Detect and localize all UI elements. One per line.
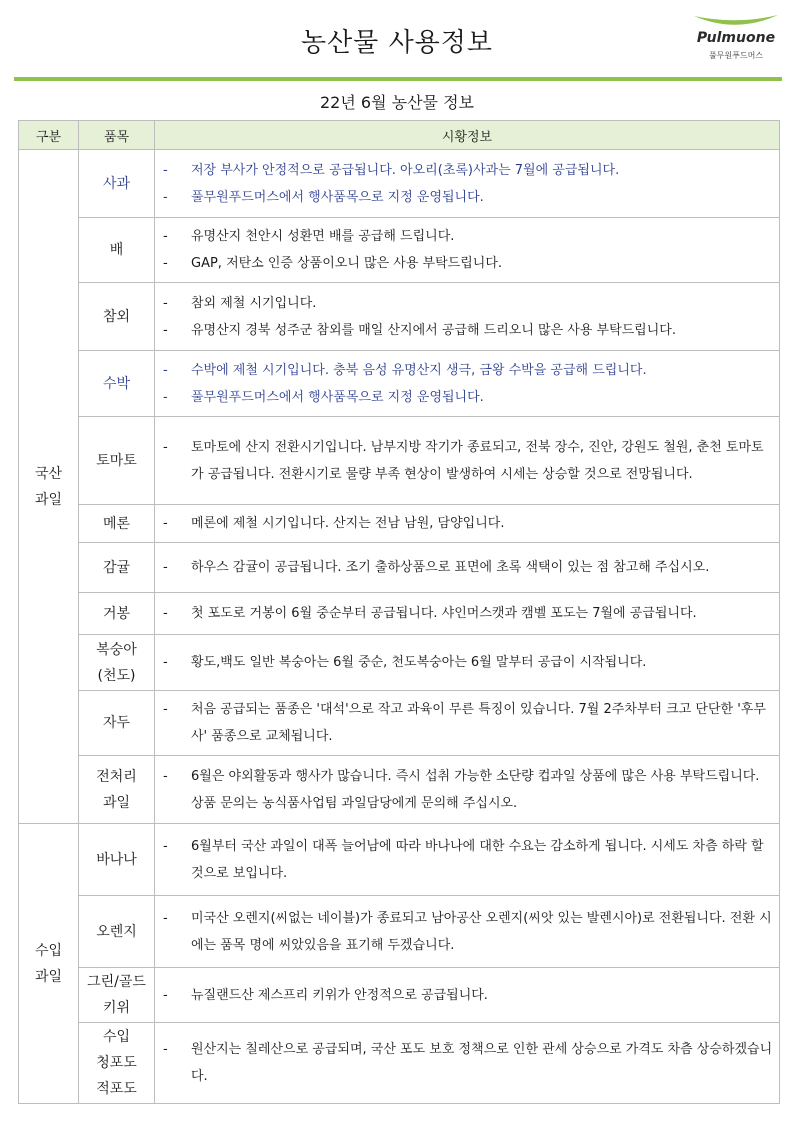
bullet-dash: - (163, 1042, 168, 1057)
info-text: 6월부터 국산 과일이 대폭 늘어남에 따라 바나나에 대한 수요는 감소하게 됩니다. 시세도 차츰 하락 할 것으로 보입니다. (191, 838, 764, 881)
table-row (19, 593, 780, 635)
item-name: 바나나 (79, 824, 155, 896)
market-info-cell (155, 896, 780, 968)
item-name: 전처리 과일 (79, 756, 155, 824)
table-row (19, 505, 780, 543)
logo-subtext: 풀무원푸드머스 (708, 51, 764, 60)
info-text: 뉴질랜드산 제스프리 키위가 안정적으로 공급됩니다. (191, 987, 488, 1003)
market-info-cell (155, 218, 780, 283)
info-line (163, 600, 775, 627)
category-domestic-fruit: 국산 과일 (19, 150, 79, 824)
table-row (19, 691, 780, 756)
info-line (163, 250, 775, 277)
info-line (163, 317, 775, 344)
info-line (163, 982, 775, 1009)
market-info-cell (155, 505, 780, 543)
bullet-dash: - (163, 189, 168, 205)
info-line (163, 833, 775, 887)
logo-swoosh-icon (692, 12, 780, 30)
produce-info-table (18, 120, 780, 1104)
info-text: 유명산지 천안시 성환면 배를 공급해 드립니다. (191, 229, 455, 244)
market-info-cell (155, 824, 780, 896)
bullet-dash: - (163, 162, 168, 178)
item-name: 수박 (79, 351, 155, 417)
item-name: 참외 (79, 283, 155, 351)
info-text: 토마토에 산지 전환시기입니다. 남부지방 작기가 종료되고, 전북 장수, 진안, 강원도 철원, 춘천 토마토가 공급됩니다. 전환시기로 물량 부족 현상이 발생하여 시세는 상승할 것으로 전망됩니다. (191, 439, 764, 482)
info-line (163, 763, 775, 817)
document-subtitle: 22년 6월 농산물 정보 (320, 93, 474, 112)
column-header-market-info: 시황정보 (155, 121, 780, 150)
table-row (19, 417, 780, 505)
info-line (163, 157, 775, 184)
bullet-dash: - (163, 516, 168, 531)
market-info-cell (155, 756, 780, 824)
bullet-dash: - (163, 560, 168, 575)
info-text: GAP, 저탄소 인증 상품이오니 많은 사용 부탁드립니다. (191, 256, 503, 271)
bullet-dash: - (163, 295, 168, 311)
column-header-item: 품목 (79, 121, 155, 150)
market-info-cell (155, 968, 780, 1023)
table-row (19, 283, 780, 351)
market-info-cell (155, 691, 780, 756)
market-info-cell (155, 593, 780, 635)
info-text: 저장 부사가 안정적으로 공급됩니다. 아오리(초록)사과는 7월에 공급됩니다. (191, 162, 620, 178)
table-row (19, 150, 780, 218)
item-name: 그린/골드 키위 (79, 968, 155, 1023)
table-row (19, 896, 780, 968)
market-info-cell (155, 1023, 780, 1104)
info-line (163, 434, 775, 488)
pulmuone-logo (690, 12, 782, 68)
info-text: 풀무원푸드머스에서 행사품목으로 지정 운영됩니다. (191, 189, 484, 205)
info-line (163, 905, 775, 959)
table-header-row (19, 121, 780, 150)
item-name: 사과 (79, 150, 155, 218)
page-title: 농산물 사용정보 (300, 28, 494, 58)
item-name: 오렌지 (79, 896, 155, 968)
item-name: 거봉 (79, 593, 155, 635)
item-name: 배 (79, 218, 155, 283)
info-text: 참외 제철 시기입니다. (191, 295, 317, 311)
info-text: 미국산 오렌지(씨없는 네이블)가 종료되고 남아공산 오렌지(씨앗 있는 발렌시아)로 전환됩니다. 전환 시에는 품목 명에 씨았있음을 표기해 두겠습니다. (191, 910, 772, 953)
item-name: 복숭아 (천도) (79, 635, 155, 691)
table-row (19, 756, 780, 824)
item-name: 수입 청포도 적포도 (79, 1023, 155, 1104)
bullet-dash: - (163, 768, 168, 784)
info-line (163, 696, 775, 750)
table-row (19, 635, 780, 691)
bullet-dash: - (163, 702, 168, 717)
header-divider (14, 77, 782, 81)
info-text: 황도,백도 일반 복숭아는 6월 중순, 천도복숭아는 6월 말부터 공급이 시작됩니다. (191, 655, 647, 670)
market-info-cell (155, 351, 780, 417)
market-info-cell (155, 150, 780, 218)
logo-name: Pulmuone (696, 30, 776, 46)
table-row (19, 824, 780, 896)
info-line (163, 510, 775, 537)
info-text: 처음 공급되는 품종은 '대석'으로 작고 과육이 무른 특징이 있습니다. 7월 2주차부터 크고 단단한 '후무사' 품종으로 교체됩니다. (191, 702, 766, 744)
bullet-dash: - (163, 322, 168, 338)
column-header-category: 구분 (19, 121, 79, 150)
market-info-cell (155, 543, 780, 593)
bullet-dash: - (163, 838, 168, 854)
market-info-cell (155, 635, 780, 691)
info-line (163, 290, 775, 317)
info-line (163, 649, 775, 676)
bullet-dash: - (163, 256, 168, 271)
info-line (163, 554, 775, 581)
info-text: 유명산지 경북 성주군 참외를 매일 산지에서 공급해 드리오니 많은 사용 부탁드립니다. (191, 322, 676, 338)
table-row (19, 1023, 780, 1104)
info-line (163, 357, 775, 384)
bullet-dash: - (163, 362, 168, 378)
info-line (163, 1036, 775, 1090)
bullet-dash: - (163, 439, 168, 455)
info-text: 첫 포도로 거봉이 6월 중순부터 공급됩니다. 샤인머스캣과 캠벨 포도는 7월에 공급됩니다. (191, 606, 697, 621)
item-name: 자두 (79, 691, 155, 756)
bullet-dash: - (163, 987, 168, 1003)
category-imported-fruit: 수입 과일 (19, 824, 79, 1104)
table-row (19, 218, 780, 283)
table-row (19, 351, 780, 417)
bullet-dash: - (163, 910, 168, 926)
item-name: 감귤 (79, 543, 155, 593)
info-line (163, 184, 775, 211)
market-info-cell (155, 283, 780, 351)
bullet-dash: - (163, 655, 168, 670)
bullet-dash: - (163, 389, 168, 405)
item-name: 메론 (79, 505, 155, 543)
table-body (19, 150, 780, 1104)
bullet-dash: - (163, 229, 168, 244)
bullet-dash: - (163, 606, 168, 621)
info-text: 메론에 제철 시기입니다. 산지는 전남 남원, 담양입니다. (191, 516, 505, 531)
info-text: 6월은 야외활동과 행사가 많습니다. 즉시 섭취 가능한 소단량 컵과일 상품에 많은 사용 부탁드립니다. 상품 문의는 농식품사업팀 과일담당에게 문의해 주십시오. (191, 768, 760, 811)
table-row (19, 543, 780, 593)
item-name: 토마토 (79, 417, 155, 505)
info-line (163, 384, 775, 411)
info-text: 원산지는 칠레산으로 공급되며, 국산 포도 보호 정책으로 인한 관세 상승으로 가격도 차츰 상승하겠습니다. (191, 1042, 773, 1084)
table-row (19, 968, 780, 1023)
market-info-cell (155, 417, 780, 505)
info-text: 풀무원푸드머스에서 행사품목으로 지정 운영됩니다. (191, 389, 484, 405)
info-line (163, 223, 775, 250)
info-text: 수박에 제철 시기입니다. 충북 음성 유명산지 생극, 금왕 수박을 공급해 드립니다. (191, 362, 647, 378)
info-text: 하우스 감귤이 공급됩니다. 조기 출하상품으로 표면에 초록 색택이 있는 점 참고해 주십시오. (191, 560, 710, 575)
